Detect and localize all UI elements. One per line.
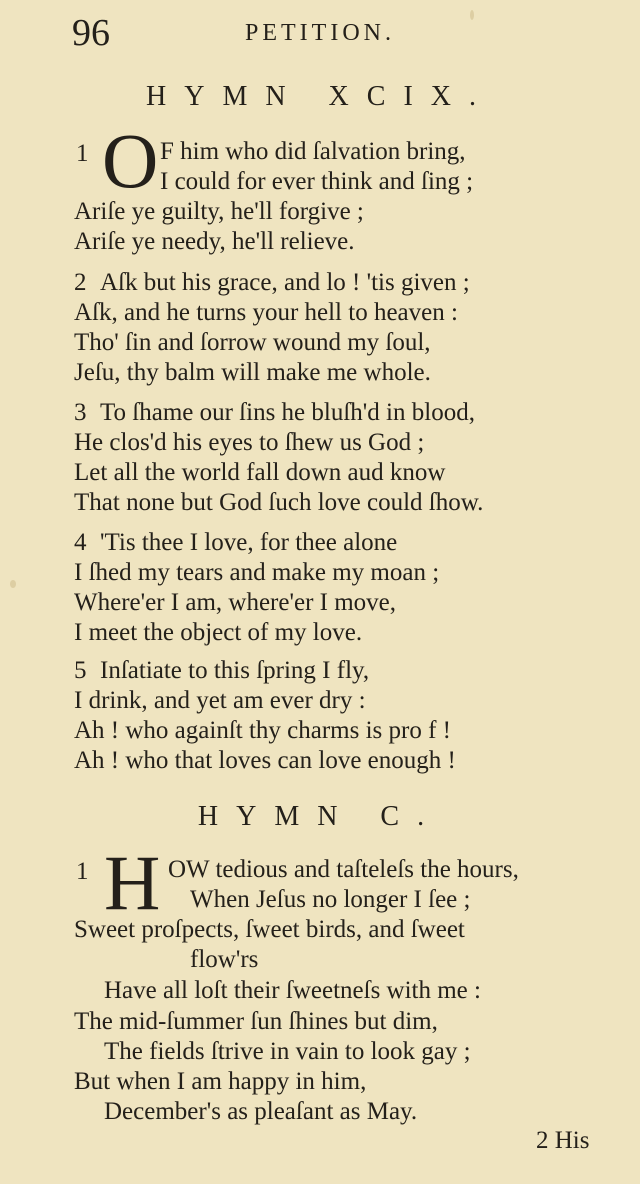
verse-line: The fields ſtrive in vain to look gay ;	[104, 1038, 471, 1065]
stanza-number: 4	[74, 529, 87, 556]
verse-line: That none but God ſuch love could ſhow.	[74, 489, 484, 516]
verse-line	[74, 268, 470, 298]
verse-line: Ariſe ye guilty, he'll forgive ;	[74, 198, 364, 225]
verse-line: The mid-ſummer ſun ſhines but dim,	[74, 1008, 438, 1035]
verse-text: To ſhame our ſins he bluſh'd in blood,	[100, 399, 475, 426]
stanza-number: 1	[76, 858, 89, 885]
stanza-number: 2	[74, 269, 87, 296]
paper-stain	[10, 580, 16, 588]
verse-line: But when I am happy in him,	[74, 1068, 367, 1095]
verse-line: I meet the object of my love.	[74, 619, 363, 646]
verse-line: He clos'd his eyes to ſhew us God ;	[74, 429, 425, 456]
verse-line: Tho' ſin and ſorrow wound my ſoul,	[74, 329, 431, 356]
verse-line: I ſhed my tears and make my moan ;	[74, 559, 440, 586]
verse-line: I drink, and yet am ever dry :	[74, 687, 366, 714]
verse-line: Ah ! who againſt thy charms is pro f !	[74, 717, 452, 744]
hymn-title: HYMN XCIX.	[146, 81, 494, 112]
verse-text: Inſatiate to this ſpring I fly,	[100, 657, 370, 684]
verse-line: I could for ever think and ſing ;	[160, 168, 474, 195]
verse-text: Aſk but his grace, and lo ! 'tis given ;	[100, 269, 470, 296]
verse-line: Ariſe ye needy, he'll relieve.	[74, 228, 355, 255]
verse-line	[74, 528, 397, 558]
verse-line: F him who did ſalvation bring,	[160, 138, 466, 165]
verse-line: Have all loſt their ſweetneſs with me :	[104, 977, 481, 1004]
drop-cap: H	[104, 839, 161, 926]
verse-line: OW tedious and taſteleſs the hours,	[168, 856, 519, 883]
verse-line: Jeſu, thy balm will make me whole.	[74, 359, 431, 386]
verse-line	[74, 398, 475, 428]
verse-text: 'Tis thee I love, for thee alone	[100, 529, 398, 556]
page-number: 96	[72, 12, 110, 54]
verse-line: When Jeſus no longer I ſee ;	[190, 886, 471, 913]
stanza-number: 5	[74, 657, 87, 684]
verse-line	[74, 656, 369, 686]
paper-stain	[470, 10, 474, 20]
verse-line: Where'er I am, where'er I move,	[74, 589, 397, 616]
verse-line: flow'rs	[190, 946, 259, 973]
hymn-title: HYMN C.	[197, 801, 443, 832]
verse-line: Ah ! who that loves can love enough !	[74, 747, 456, 774]
verse-line: Aſk, and he turns your hell to heaven :	[74, 299, 458, 326]
stanza-number: 3	[74, 399, 87, 426]
drop-cap: O	[102, 117, 159, 204]
verse-line: December's as pleaſant as May.	[104, 1098, 418, 1125]
catchword: 2 His	[536, 1127, 590, 1154]
verse-line: Sweet proſpects, ſweet birds, and ſweet	[74, 916, 465, 943]
verse-line: Let all the world fall down aud know	[74, 459, 446, 486]
running-head: PETITION.	[245, 20, 395, 46]
stanza-number: 1	[76, 140, 89, 167]
